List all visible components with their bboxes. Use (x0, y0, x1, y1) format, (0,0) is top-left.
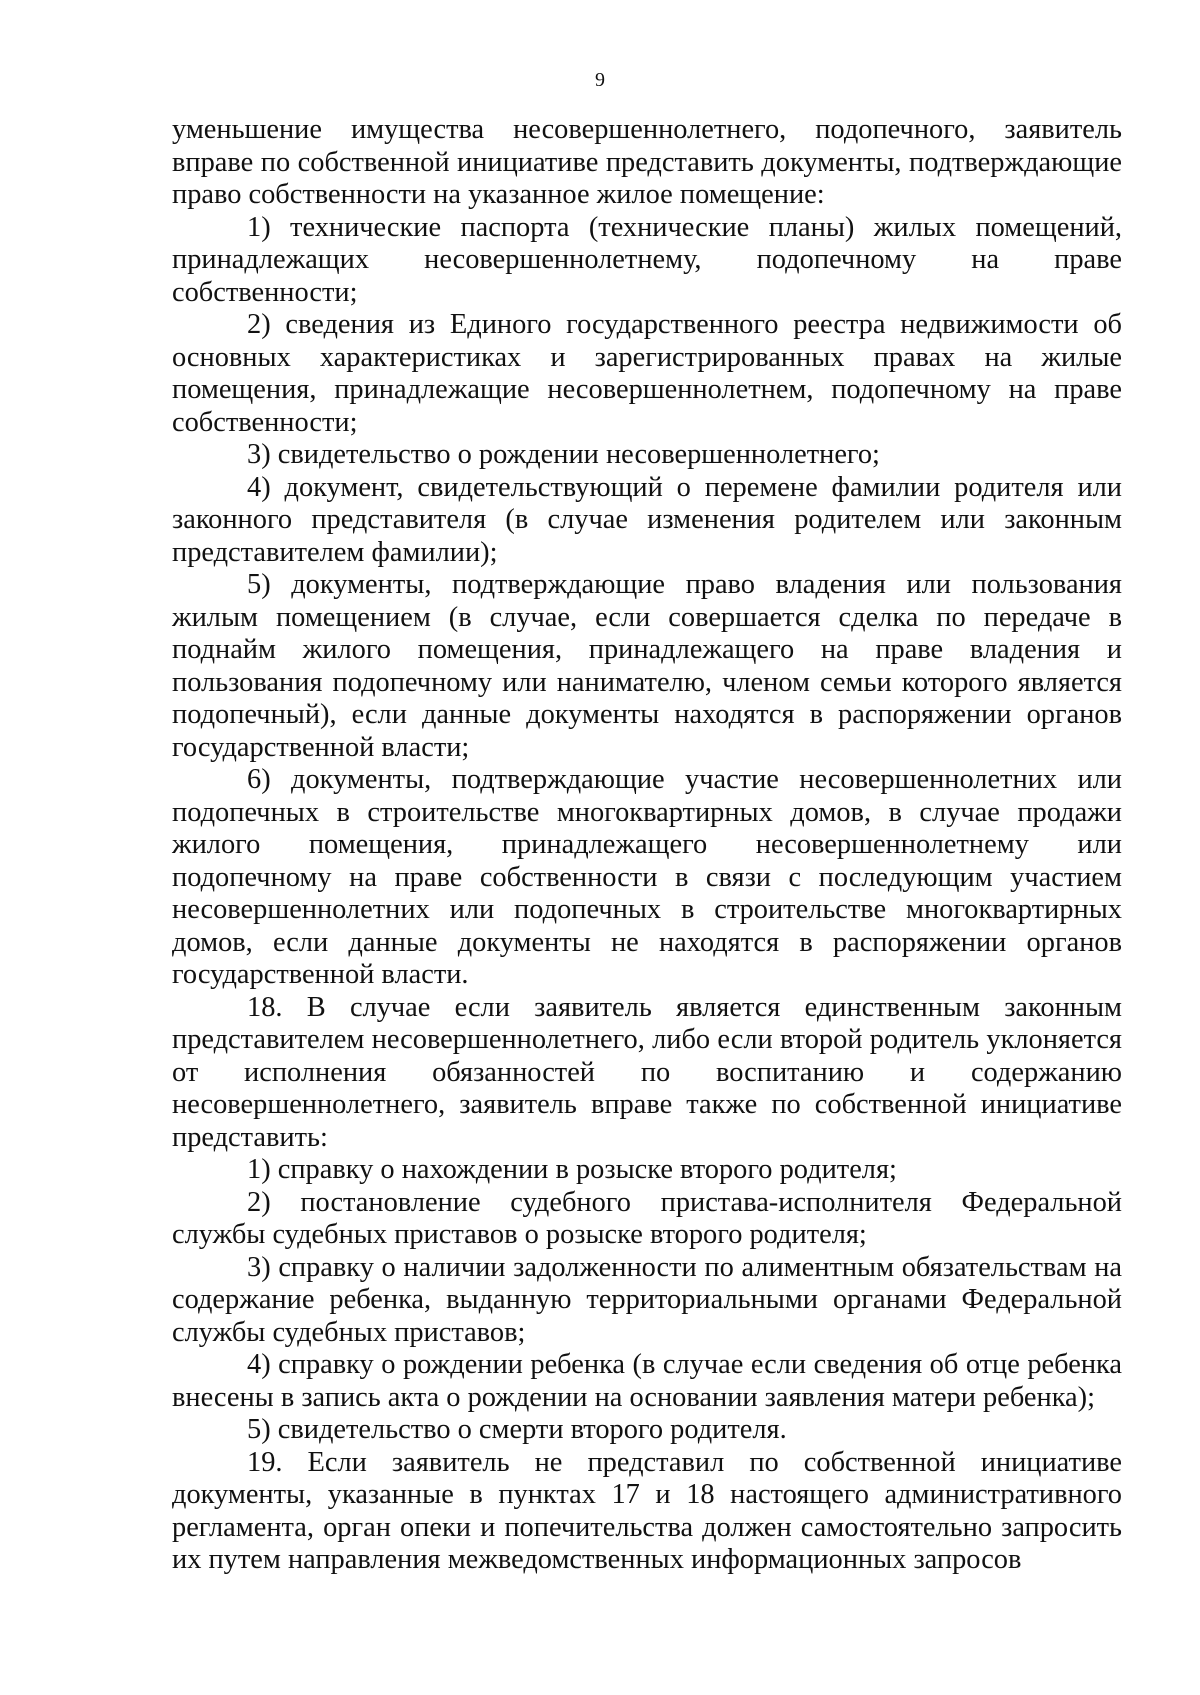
page-number: 9 (595, 69, 605, 91)
list-item-17-2: 2) сведения из Единого государственного реестра недвижимости об основных характеристиках и зарегистрированных правах на жилые помещения, принадлежащие несовершеннолетнем, подопечному на праве собственности; (172, 309, 1122, 438)
document-body (172, 114, 1122, 1577)
list-item-17-6: 6) документы, подтверждающие участие несовершеннолетних или подопечных в строительстве многоквартирных домов, в случае продажи жилого помещения, принадлежащего несовершеннолетнему или подопечному на праве собственности в связи с последующим участием несовершеннолетних или подопечных в строительстве многоквартирных домов, если данные документы не находятся в распоряжении органов государственной власти. (172, 764, 1122, 990)
list-item-17-1: 1) технические паспорта (технические планы) жилых помещений, принадлежащих несовершеннолетнему, подопечному на праве собственности; (172, 211, 1122, 308)
clause-18: 18. В случае если заявитель является единственным законным представителем несовершеннолетнего, либо если второй родитель уклоняется от исполнения обязанностей по воспитанию и содержанию несовершеннолетнего, заявитель вправе также по собственной инициативе представить: (172, 991, 1122, 1153)
list-item-18-2: 2) постановление судебного пристава-исполнителя Федеральной службы судебных приставов о розыске второго родителя; (172, 1186, 1122, 1250)
list-item-18-3: 3) справку о наличии задолженности по алиментным обязательствам на содержание ребенка, выданную территориальными органами Федеральной службы судебных приставов; (172, 1251, 1122, 1348)
list-item-18-4: 4) справку о рождении ребенка (в случае если сведения об отце ребенка внесены в запись акта о рождении на основании заявления матери ребенка); (172, 1349, 1122, 1413)
list-item-17-5: 5) документы, подтверждающие право владения или пользования жилым помещением (в случае, если совершается сделка по передаче в поднайм жилого помещения, принадлежащего на праве владения и пользования подопечному или нанимателю, членом семьи которого является подопечный), если данные документы находятся в распоряжении органов государственной власти; (172, 569, 1122, 763)
clause-19: 19. Если заявитель не представил по собственной инициативе документы, указанные в пунктах 17 и 18 настоящего административного регламента, орган опеки и попечительства должен самостоятельно запросить их путем направления межведомственных информационных запросов (172, 1446, 1122, 1575)
list-item-17-4: 4) документ, свидетельствующий о перемене фамилии родителя или законного представителя (в случае изменения родителем или законным представителем фамилии); (172, 471, 1122, 568)
paragraph-continuation: уменьшение имущества несовершеннолетнего, подопечного, заявитель вправе по собственной инициативе представить документы, подтверждающие право собственности на указанное жилое помещение: (172, 114, 1122, 210)
list-item-17-3: 3) свидетельство о рождении несовершеннолетнего; (247, 439, 880, 470)
list-item-18-1: 1) справку о нахождении в розыске второго родителя; (247, 1154, 897, 1185)
list-item-18-5: 5) свидетельство о смерти второго родителя. (247, 1414, 787, 1445)
